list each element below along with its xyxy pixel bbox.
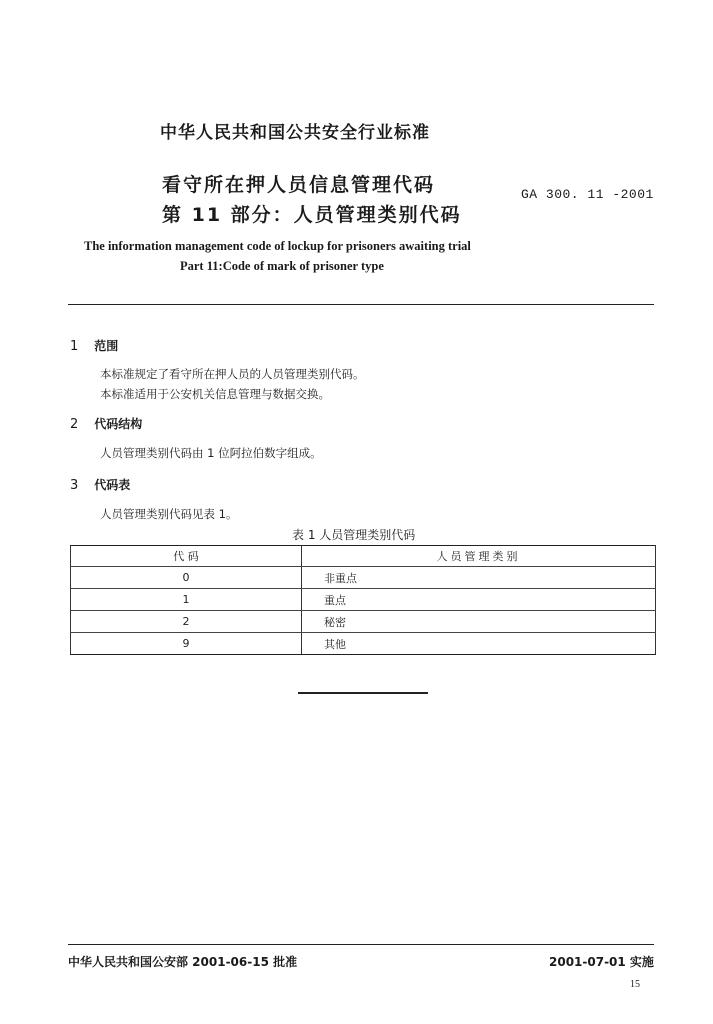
section-heading-scope	[70, 337, 118, 354]
table-row	[71, 567, 656, 589]
table-row	[71, 589, 656, 611]
standard-code: GA 300. 11 -2001	[521, 187, 654, 202]
paragraph: 本标准适用于公安机关信息管理与数据交换。	[100, 387, 330, 401]
end-mark-divider	[298, 692, 428, 694]
column-header-code: 代 码	[71, 546, 302, 567]
section-heading-code-table	[70, 476, 130, 493]
table-row	[71, 633, 656, 655]
document-title: 看守所在押人员信息管理代码	[162, 174, 436, 196]
section-number: 3	[70, 478, 79, 493]
code-cell: 2	[71, 611, 302, 633]
section-title: 范围	[94, 339, 119, 353]
code-table	[70, 545, 656, 655]
section-number: 2	[70, 417, 79, 432]
code-cell: 9	[71, 633, 302, 655]
code-cell: 0	[71, 567, 302, 589]
table-row	[71, 611, 656, 633]
section-heading-structure	[70, 415, 142, 432]
page-number: 15	[630, 979, 640, 990]
section-title: 代码表	[94, 478, 131, 492]
section-title: 代码结构	[94, 417, 143, 431]
section-number: 1	[70, 339, 79, 354]
table-caption: 表 1 人员管理类别代码	[292, 528, 416, 542]
effective-date: 2001-07-01 实施	[549, 955, 654, 969]
english-subtitle: Part 11:Code of mark of prisoner type	[180, 259, 384, 273]
category-cell: 重点	[302, 589, 656, 611]
category-cell: 其他	[302, 633, 656, 655]
issuing-organization: 中华人民共和国公共安全行业标准	[160, 123, 430, 143]
paragraph: 本标准规定了看守所在押人员的人员管理类别代码。	[100, 367, 365, 381]
header-divider	[68, 304, 654, 305]
category-cell: 秘密	[302, 611, 656, 633]
category-cell: 非重点	[302, 567, 656, 589]
document-subtitle: 第 11 部分：人员管理类别代码	[162, 204, 462, 226]
paragraph: 人员管理类别代码由 1 位阿拉伯数字组成。	[100, 446, 322, 460]
paragraph: 人员管理类别代码见表 1。	[100, 507, 238, 521]
code-cell: 1	[71, 589, 302, 611]
column-header-category: 人员管理类别	[302, 546, 656, 567]
table-header-row	[71, 546, 656, 567]
approval-date: 中华人民共和国公安部 2001-06-15 批准	[68, 955, 298, 969]
footer-divider	[68, 944, 654, 945]
english-title: The information management code of lockup for prisoners awaiting trial	[84, 239, 471, 253]
